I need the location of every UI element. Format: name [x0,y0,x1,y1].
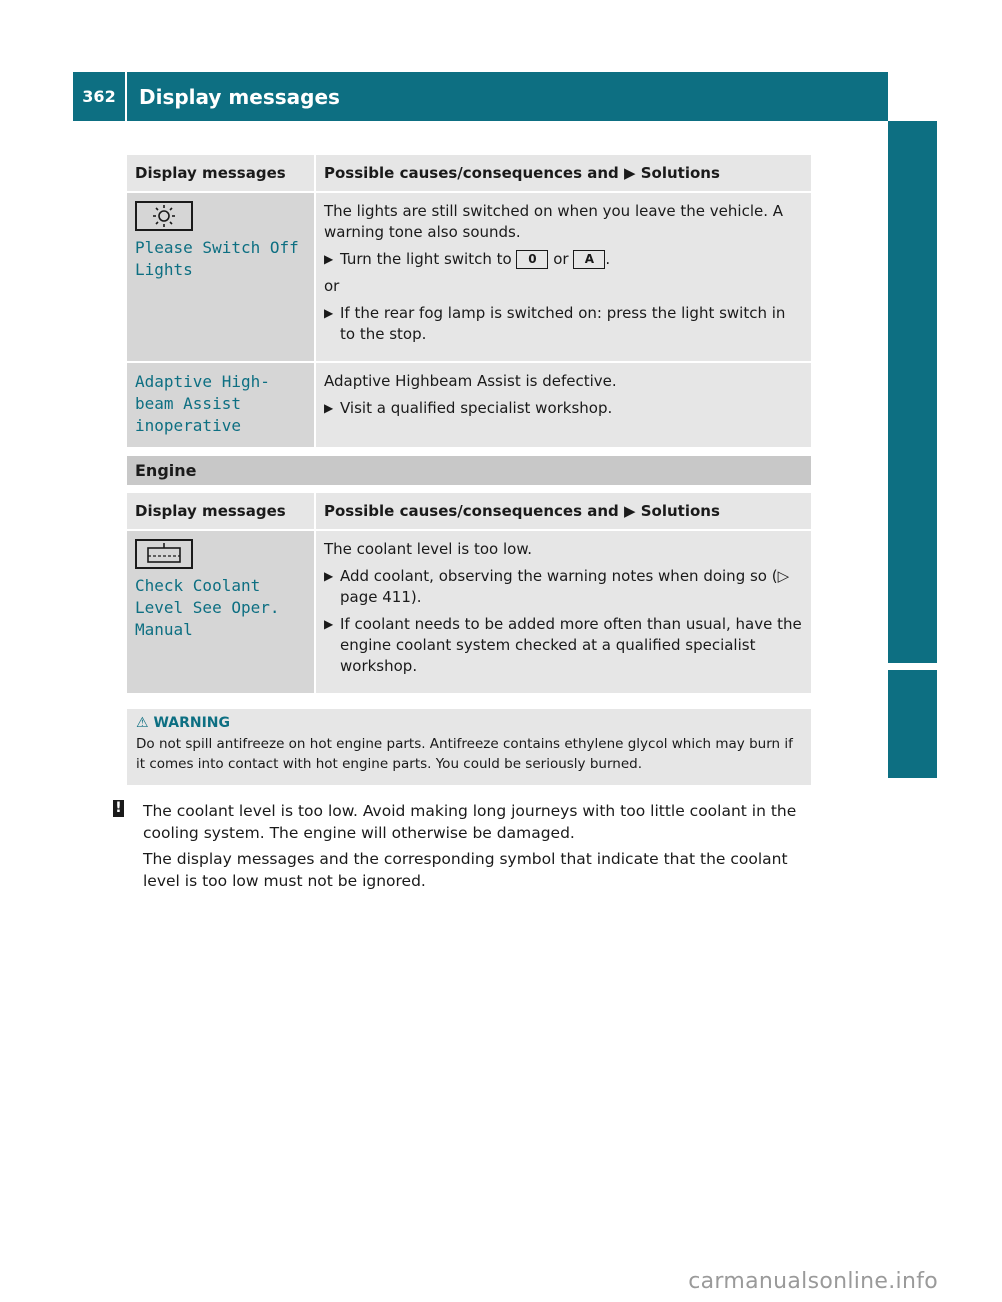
side-tab [888,670,937,778]
light-switch-auto-key: A [573,250,605,269]
exclamation-icon: ! [113,800,124,817]
notice-block [115,800,817,896]
warning-triangle-icon: ⚠ [136,715,149,731]
table-row [127,192,811,362]
chapter-label: On-board computer and displays [977,361,999,711]
solution-step: ▶ Turn the light switch to 0 or A . [324,250,611,268]
light-switch-off-key: 0 [516,250,548,269]
arrow-icon: ▶ [324,401,334,415]
arrow-icon: ▶ [324,252,334,266]
cause-text: Adaptive Highbeam Assist is defective. [324,372,617,390]
col-causes-header: Possible causes/consequences and ▶ Solutions [315,493,811,530]
display-message: Please Switch Off Lights [135,238,299,279]
page-title: Display messages [139,84,340,109]
arrow-icon: ▶ [324,306,334,320]
arrow-icon: ▶ [324,569,334,583]
page-number: 362 [73,72,127,121]
or-text: or [324,277,340,295]
cause-text: The lights are still switched on when you leave the vehicle. A warning tone also sounds. [324,202,784,241]
cause-text: The coolant level is too low. [324,540,532,558]
watermark: carmanualsonline.info [688,1269,938,1294]
display-message: Check Coolant Level See Oper. Manual [135,576,280,639]
section-title-engine: Engine [127,456,811,485]
warning-title: ⚠ WARNING [136,715,230,731]
page-header [73,72,888,121]
engine-message-table [127,493,811,695]
notice-paragraph: The display messages and the corresponding symbol that indicate that the coolant level is too low must not be ignored. [143,850,788,890]
warning-box [127,709,811,785]
notice-paragraph: The coolant level is too low. Avoid making long journeys with too little coolant in the cooling system. The engine will otherwise be damaged. [143,802,797,842]
solution-step: ▶ Visit a qualified specialist workshop. [324,399,613,417]
solution-step: ▶ If coolant needs to be added more often than usual, have the engine coolant system checked at a qualified specialist workshop. [324,615,802,675]
col-display-messages-header: Display messages [127,493,315,530]
display-message: Adaptive High-beam Assist inoperative [135,372,270,435]
coolant-icon [135,539,193,569]
col-display-messages-header: Display messages [127,155,315,192]
light-bulb-icon [135,201,193,231]
solution-step: ▶ If the rear fog lamp is switched on: press the light switch in to the stop. [324,304,786,343]
side-chapter-bar [888,121,999,711]
lights-message-table [127,155,811,449]
table-row [127,530,811,694]
col-causes-header: Possible causes/consequences and ▶ Solutions [315,155,811,192]
table-row [127,362,811,448]
solution-step: ▶ Add coolant, observing the warning notes when doing so (▷ page 411). [324,567,790,606]
arrow-icon: ▶ [324,617,334,631]
warning-body: Do not spill antifreeze on hot engine parts. Antifreeze contains ethylene glycol which may burn if it comes into contact with hot engine parts. You could be seriously burned. [136,736,793,772]
